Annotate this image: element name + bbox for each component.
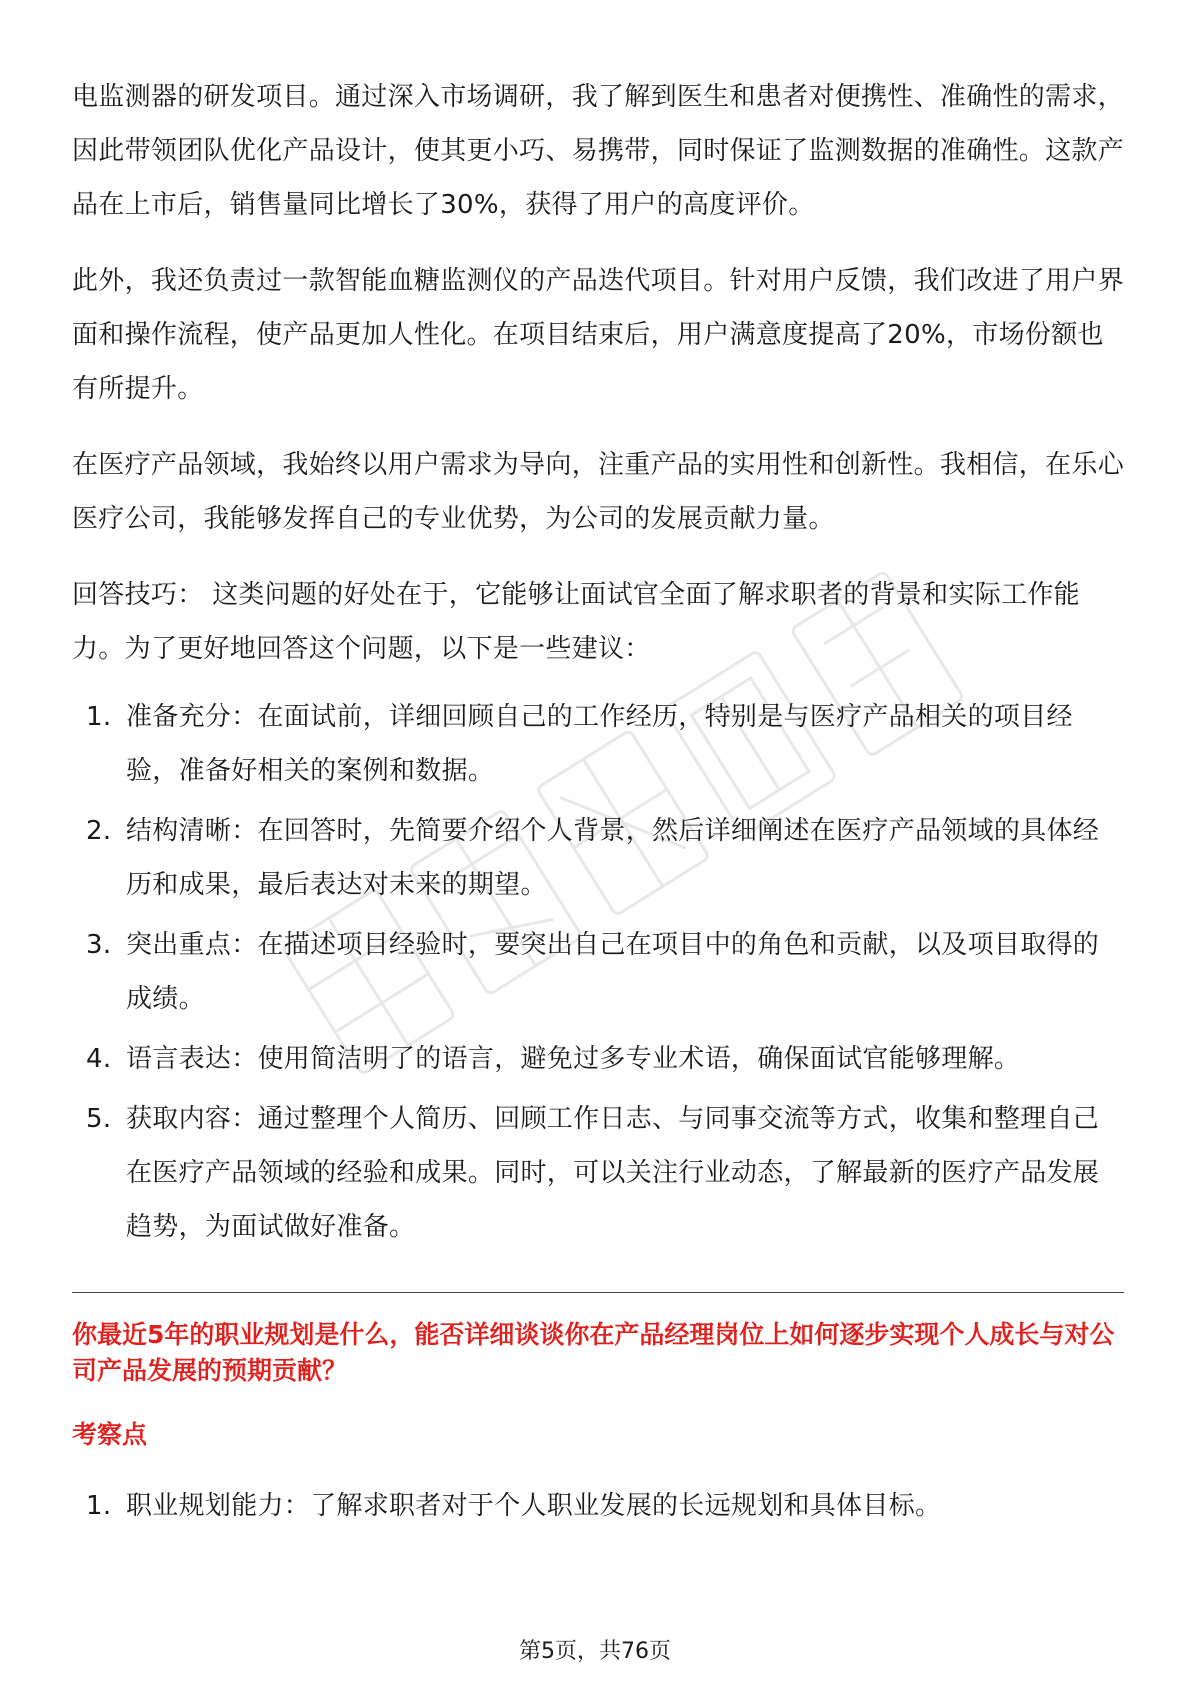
answer-tips-intro: 回答技巧： 这类问题的好处在于，它能够让面试官全面了解求职者的背景和实际工作能力。为了更好地回答这个问题，以下是一些建议：	[72, 580, 1080, 664]
list-item	[72, 690, 1124, 798]
list-item	[72, 804, 1124, 912]
page-content	[72, 70, 1124, 1539]
list-item	[72, 1479, 1124, 1533]
body-paragraph: 此外，我还负责过一款智能血糖监测仪的产品迭代项目。针对用户反馈，我们改进了用户界面和操作流程，使产品更加人性化。在项目结束后，用户满意度提高了20%，市场份额也有所提升。	[72, 266, 1125, 404]
list-item	[72, 1032, 1124, 1086]
list-number: 5.	[86, 1104, 112, 1134]
list-item-text: 语言表达：使用简洁明了的语言，避免过多专业术语，确保面试官能够理解。	[126, 1044, 1021, 1074]
list-number: 2.	[86, 816, 112, 846]
list-number: 1.	[86, 1491, 112, 1521]
list-item-text: 准备充分：在面试前，详细回顾自己的工作经历，特别是与医疗产品相关的项目经验，准备好相关的案例和数据。	[126, 702, 1073, 786]
body-paragraph: 在医疗产品领域，我始终以用户需求为导向，注重产品的实用性和创新性。我相信，在乐心医疗公司，我能够发挥自己的专业优势，为公司的发展贡献力量。	[72, 450, 1125, 534]
list-number: 1.	[86, 702, 112, 732]
section-divider	[72, 1292, 1124, 1293]
section-heading: 考察点	[72, 1420, 148, 1449]
interview-question: 你最近5年的职业规划是什么，能否详细谈谈你在产品经理岗位上如何逐步实现个人成长与对公司产品发展的预期贡献？	[72, 1320, 1115, 1385]
list-item-text: 结构清晰：在回答时，先简要介绍个人背景，然后详细阐述在医疗产品领域的具体经历和成果，最后表达对未来的期望。	[126, 816, 1100, 900]
points-list	[72, 1479, 1124, 1533]
list-item	[72, 1092, 1124, 1254]
list-number: 3.	[86, 930, 112, 960]
list-item	[72, 918, 1124, 1026]
list-item-text: 突出重点：在描述项目经验时，要突出自己在项目中的角色和贡献，以及项目取得的成绩。	[126, 930, 1100, 1014]
body-paragraph: 电监测器的研发项目。通过深入市场调研，我了解到医生和患者对便携性、准确性的需求，因此带领团队优化产品设计，使其更小巧、易携带，同时保证了监测数据的准确性。这款产品在上市后，销售量同比增长了30%，获得了用户的高度评价。	[72, 82, 1125, 220]
list-item-text: 获取内容：通过整理个人简历、回顾工作日志、与同事交流等方式，收集和整理自己在医疗产品领域的经验和成果。同时，可以关注行业动态，了解最新的医疗产品发展趋势，为面试做好准备。	[126, 1104, 1100, 1242]
list-number: 4.	[86, 1044, 112, 1074]
list-item-text: 职业规划能力：了解求职者对于个人职业发展的长远规划和具体目标。	[126, 1491, 942, 1521]
page-number: 第5页，共76页	[519, 1639, 671, 1664]
tips-list	[72, 690, 1124, 1254]
